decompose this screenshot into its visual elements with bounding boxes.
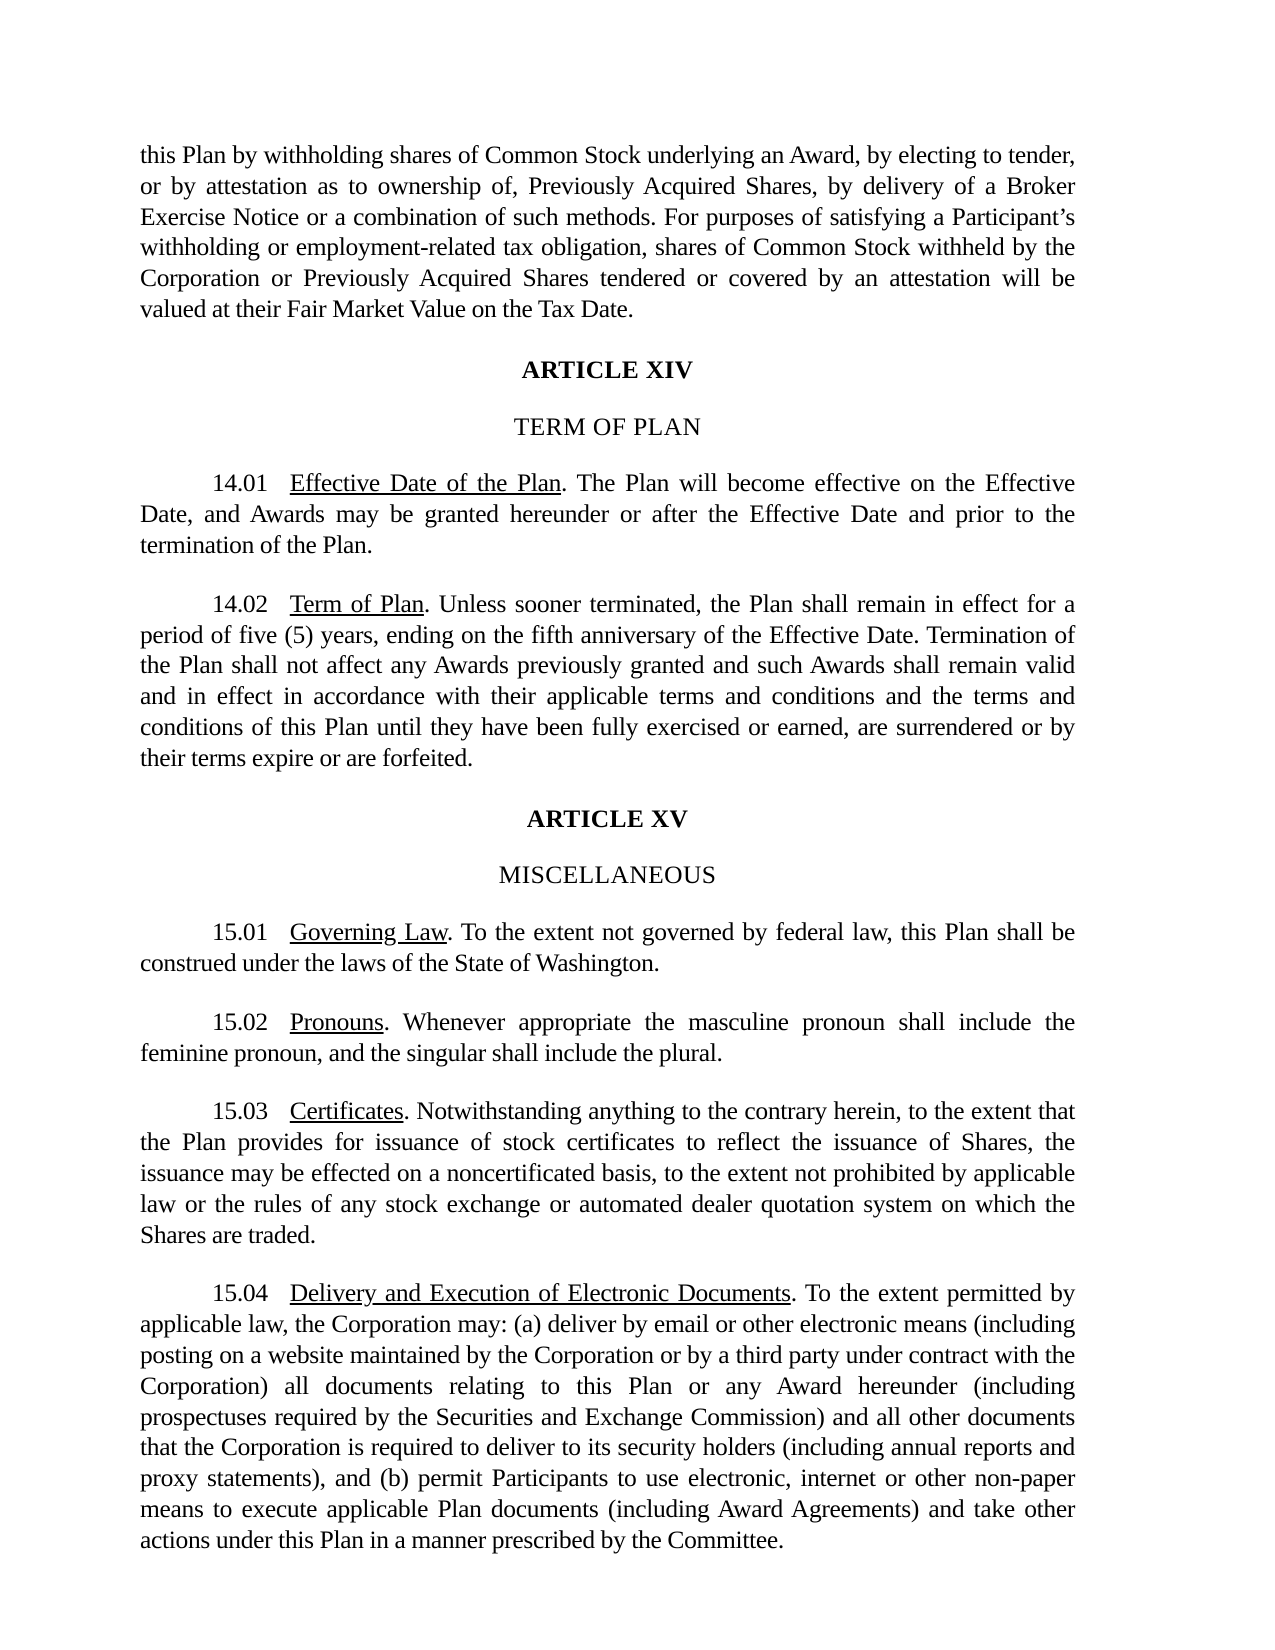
article-heading-xiv: ARTICLE XIV [521, 354, 694, 384]
spacer [140, 561, 1075, 589]
spacer [140, 325, 1075, 355]
section-15-03 [140, 1096, 1075, 1250]
spacer [140, 979, 1075, 1007]
section-title-15-02: Pronouns [289, 1006, 384, 1036]
section-body-14-01: . The Plan will become effective on the Effective Date, and Awards may be granted hereunder or after the Effective Date and prior to the termination of the Plan. [140, 468, 1075, 559]
section-14-02 [140, 589, 1075, 774]
section-14-01 [140, 468, 1075, 560]
spacer [140, 834, 1075, 860]
section-title-14-02: Term of Plan [289, 588, 424, 618]
section-title-15-01: Governing Law [289, 917, 447, 947]
section-number-15-01: 15.01 [212, 917, 268, 947]
section-body-15-04: . To the extent permitted by applicable law, the Corporation may: (a) deliver by email or other electronic means (including posting on a website maintained by the Corporation or by a third party under contract with the Corporation) all documents relating to this Plan or any Award hereunder (including prospectuses required by the Securities and Exchange Commission) and all other documents that the Corporation is required to deliver to its security holders (including annual reports and proxy statements), and (b) permit Participants to use electronic, internet or other non-paper means to execute applicable Plan documents (including Award Agreements) and take other actions under this Plan in a manner prescribed by the Committee. [140, 1278, 1075, 1554]
section-title-15-04: Delivery and Execution of Electronic Documents [289, 1278, 791, 1308]
section-15-04 [140, 1278, 1075, 1555]
section-title-14-01: Effective Date of the Plan [289, 468, 562, 498]
section-15-02 [140, 1007, 1075, 1069]
spacer [140, 442, 1075, 468]
section-number-14-01: 14.01 [212, 468, 268, 498]
section-number-14-02: 14.02 [212, 588, 268, 618]
article-heading-xv: ARTICLE XV [526, 803, 689, 833]
section-title-15-03: Certificates [289, 1096, 404, 1126]
section-body-15-01: . To the extent not governed by federal law, this Plan shall be construed under the laws of the State of Washington. [140, 917, 1075, 977]
section-number-15-02: 15.02 [212, 1006, 268, 1036]
spacer [140, 774, 1075, 804]
article-subtitle-term-of-plan: TERM OF PLAN [513, 411, 702, 441]
spacer [140, 386, 1075, 412]
section-number-15-04: 15.04 [212, 1278, 268, 1308]
paragraph-tax-withholding-continued: this Plan by withholding shares of Common Stock underlying an Award, by electing to tender, or by attestation as to ownership of, Previously Acquired Shares, by delivery of a Broker Exercise Notice or a combination of such methods. For purposes of satisfying a Participant’s withholding or employment-related tax obligation, shares of Common Stock withheld by the Corporation or Previously Acquired Shares tendered or covered by an attestation will be valued at their Fair Market Value on the Tax Date. [140, 140, 1075, 323]
section-body-14-02: . Unless sooner terminated, the Plan shall remain in effect for a period of five (5) years, ending on the fifth anniversary of the Effective Date. Termination of the Plan shall not affect any Awards previously granted and such Awards shall remain valid and in effect in accordance with their applicable terms and conditions and the terms and conditions of this Plan until they have been fully exercised or earned, are surrendered or by their terms expire or are forfeited. [140, 588, 1075, 772]
section-body-15-03: . Notwithstanding anything to the contrary herein, to the extent that the Plan provides for issuance of stock certificates to reflect the issuance of Shares, the issuance may be effected on a noncertificated basis, to the extent not prohibited by applicable law or the rules of any stock exchange or automated dealer quotation system on which the Shares are traded. [140, 1096, 1075, 1249]
spacer [140, 1250, 1075, 1278]
article-subtitle-miscellaneous: MISCELLANEOUS [498, 860, 717, 890]
section-body-15-02: . Whenever appropriate the masculine pronoun shall include the feminine pronoun, and the singular shall include the plural. [140, 1006, 1075, 1067]
section-number-15-03: 15.03 [212, 1096, 268, 1126]
section-15-01 [140, 917, 1075, 979]
spacer [140, 891, 1075, 917]
spacer [140, 1068, 1075, 1096]
page-content [140, 140, 1075, 1555]
